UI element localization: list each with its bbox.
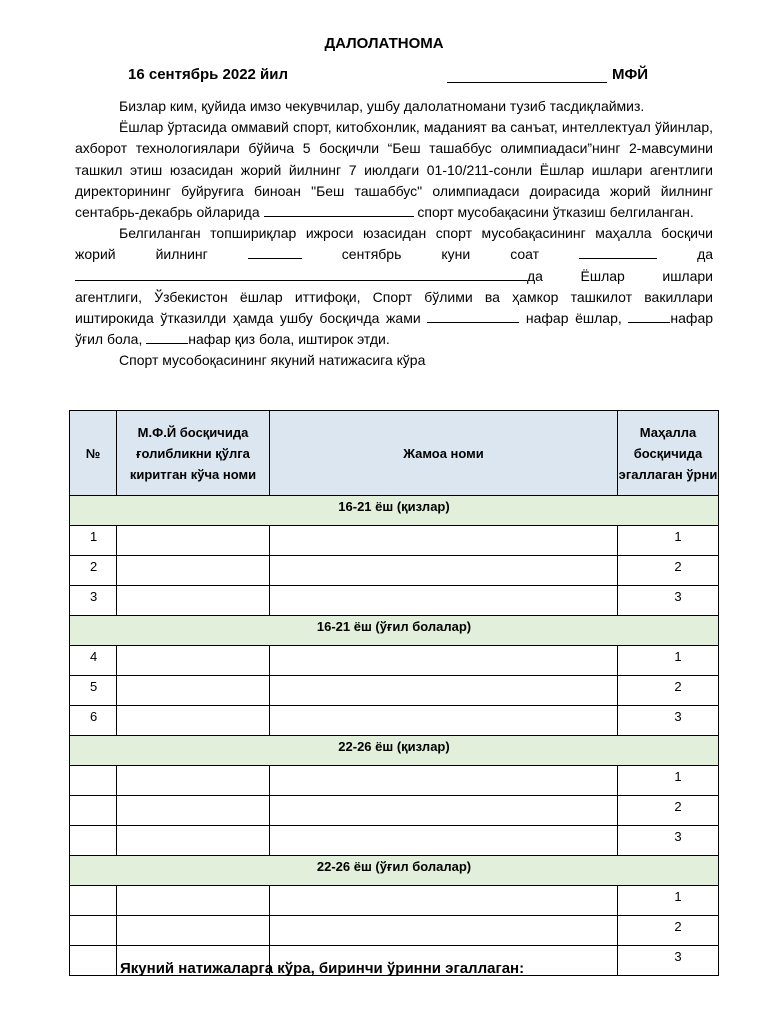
results-body: [70, 496, 719, 976]
row-number: 3: [70, 586, 117, 616]
team-name-cell: [270, 796, 618, 826]
age-group-row: [70, 736, 719, 766]
age-group-row: [70, 616, 719, 646]
street-name-cell: [117, 526, 270, 556]
age-group-label: 16-21 ёш (ўғил болалар): [70, 616, 719, 646]
paragraph-2: Ёшлар ўртасида оммавий спорт, китобхонлик, маданият ва санъат, интеллектуал ўйинлар, ахборот технологиялари бўйича 5 босқичли “Беш ташаббус олимпиадаси”нинг 2-мавсумини ташкил этиш юзасидан жорий йилнинг 7 июлдаги 01-10/211-сонли Ёшлар ишлари агентлиги директорининг буйруғига биноан "Беш ташаббус" олимпиадаси доирасида жорий йилнинг сентабрь-декабрь ойларида спорт мусобақасини ўтказиш белгиланган.: [75, 119, 713, 221]
paragraph-3: Белгиланган топшириқлар ижроси юзасидан спорт мусобақасининг маҳалла босқичи жорий йилнинг сентябрь куни соат да да Ёшлар ишлари агентлиги, Ўзбекистон ёшлар иттифоқи, Спорт бўлими ва ҳамкор ташкилот вакиллари иштирокида ўтказилди ҳамда ушбу босқичда жами нафар ёшлар, нафар ўғил бола, нафар қиз бола, иштирок этди.: [75, 225, 714, 348]
table-row: [70, 826, 719, 856]
row-number: [70, 886, 117, 916]
street-name-cell: [117, 586, 270, 616]
place-cell: 2: [618, 676, 719, 706]
place-cell: 3: [618, 826, 719, 856]
table-row: [70, 886, 719, 916]
team-name-cell: [270, 766, 618, 796]
table-row: [70, 586, 719, 616]
table-row: [70, 916, 719, 946]
street-name-cell: [117, 676, 270, 706]
row-number: 5: [70, 676, 117, 706]
table-row: [70, 766, 719, 796]
header-place: Маҳалла босқичида эгаллаган ўрни: [618, 411, 719, 496]
row-number: 1: [70, 526, 117, 556]
team-name-cell: [270, 646, 618, 676]
header-mfy-street: М.Ф.Й босқичида ғолибликни қўлга киритган кўча номи: [117, 411, 270, 496]
age-group-label: 22-26 ёш (ўғил болалар): [70, 856, 719, 886]
team-name-cell: [270, 826, 618, 856]
blank-field: [628, 309, 670, 323]
street-name-cell: [117, 706, 270, 736]
table-row: [70, 526, 719, 556]
street-name-cell: [117, 826, 270, 856]
place-cell: 3: [618, 946, 719, 976]
blank-field: [75, 267, 527, 281]
conclusion-text: Якуний натижаларга кўра, биринчи ўринни эгаллаган:: [120, 960, 525, 977]
blank-field: [248, 245, 302, 259]
header-num: №: [70, 411, 117, 496]
document-body: [75, 96, 713, 372]
street-name-cell: [117, 886, 270, 916]
street-name-cell: [117, 646, 270, 676]
team-name-cell: [270, 556, 618, 586]
document-date: 16 сентябрь 2022 йил: [128, 66, 289, 83]
paragraph-1: Бизлар ким, қуйида имзо чекувчилар, ушбу далолатномани тузиб тасдиқлаймиз.: [119, 98, 645, 114]
blank-field: [427, 309, 519, 323]
row-number: 6: [70, 706, 117, 736]
place-cell: 1: [618, 766, 719, 796]
table-row: [70, 796, 719, 826]
table-row: [70, 556, 719, 586]
place-cell: 1: [618, 526, 719, 556]
row-number: [70, 946, 117, 976]
place-cell: 2: [618, 916, 719, 946]
age-group-row: [70, 496, 719, 526]
blank-field: [579, 245, 657, 259]
team-name-cell: [270, 586, 618, 616]
age-group-row: [70, 856, 719, 886]
place-cell: 3: [618, 586, 719, 616]
team-name-cell: [270, 676, 618, 706]
mfy-label: МФЙ: [612, 66, 649, 83]
table-row: [70, 706, 719, 736]
row-number: 4: [70, 646, 117, 676]
team-name-cell: [270, 886, 618, 916]
street-name-cell: [117, 766, 270, 796]
table-header-row: [70, 411, 719, 496]
row-number: 2: [70, 556, 117, 586]
paragraph-4: Спорт мусобоқасининг якуний натижасига кўра: [119, 352, 426, 369]
date-line: [0, 66, 768, 86]
table-row: [70, 646, 719, 676]
team-name-cell: [270, 526, 618, 556]
header-team-name: Жамоа номи: [270, 411, 618, 496]
row-number: [70, 916, 117, 946]
street-name-cell: [117, 556, 270, 586]
age-group-label: 22-26 ёш (қизлар): [70, 736, 719, 766]
row-number: [70, 766, 117, 796]
table-row: [70, 676, 719, 706]
mfy-name-blank: [447, 66, 607, 83]
place-cell: 2: [618, 796, 719, 826]
blank-field: [264, 203, 414, 217]
results-table: [69, 410, 719, 976]
team-name-cell: [270, 916, 618, 946]
place-cell: 1: [618, 886, 719, 916]
row-number: [70, 826, 117, 856]
street-name-cell: [117, 916, 270, 946]
row-number: [70, 796, 117, 826]
place-cell: 3: [618, 706, 719, 736]
document-title: ДАЛОЛАТНОМА: [324, 35, 444, 52]
street-name-cell: [117, 796, 270, 826]
place-cell: 2: [618, 556, 719, 586]
blank-field: [146, 330, 188, 344]
age-group-label: 16-21 ёш (қизлар): [70, 496, 719, 526]
team-name-cell: [270, 706, 618, 736]
place-cell: 1: [618, 646, 719, 676]
